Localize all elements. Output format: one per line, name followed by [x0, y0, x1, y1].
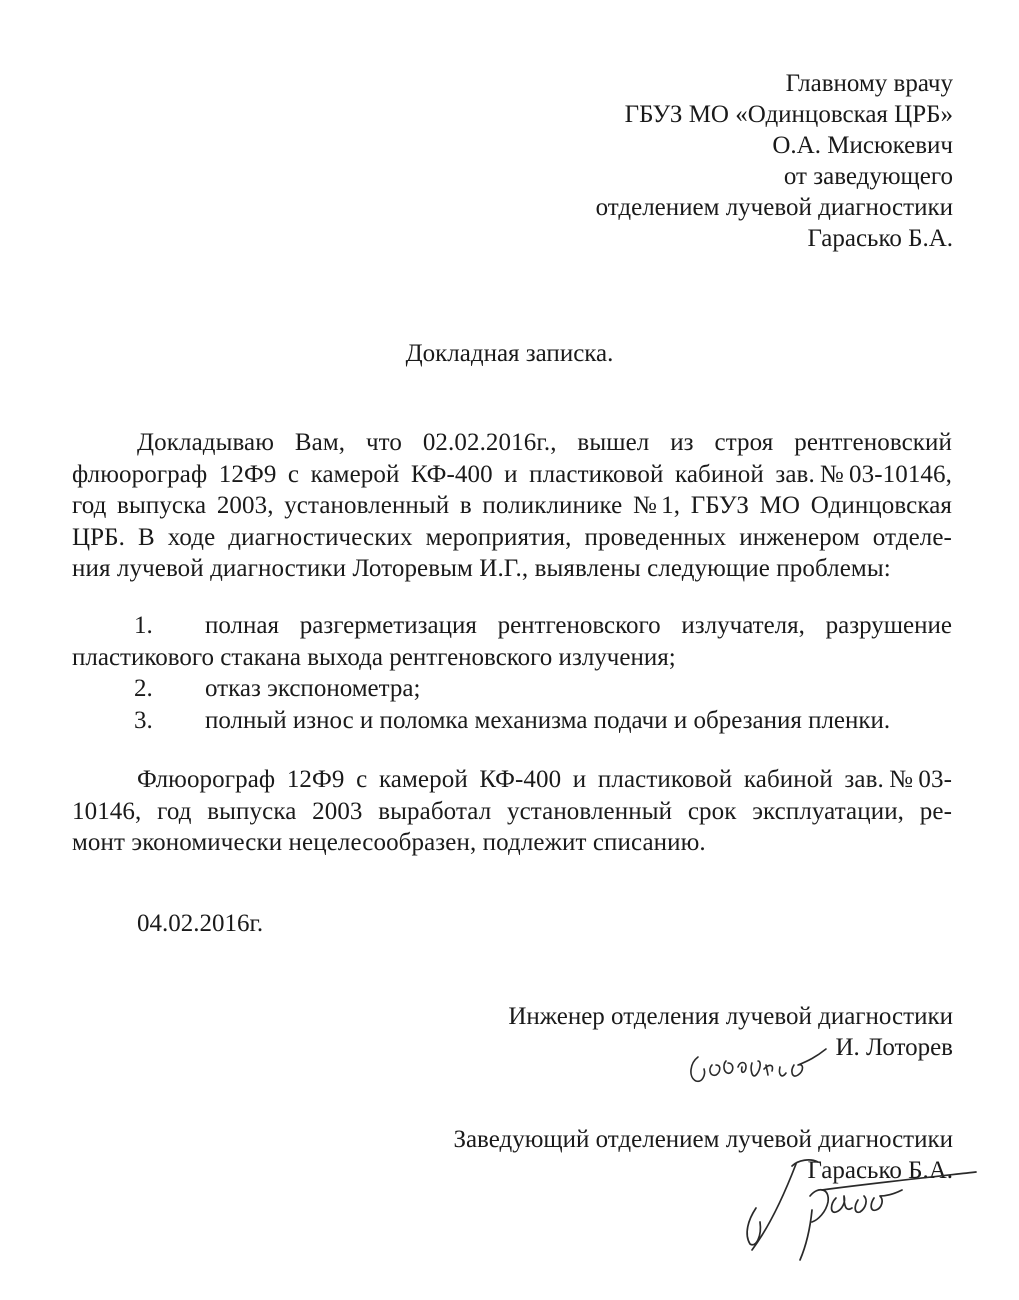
list-item-number: 1. — [134, 612, 153, 639]
list-item-continuation: пластикового стакана выхода рентгеновского излучения; — [72, 643, 676, 671]
paragraph-line: монт экономически нецелесообразен, подлежит списанию. — [72, 829, 706, 856]
addressee-block — [596, 68, 953, 254]
addressee-line: от заведующего — [783, 163, 953, 190]
list-item — [72, 705, 952, 737]
addressee-line: Главному врачу — [785, 70, 953, 97]
engineer-signature — [676, 1035, 856, 1095]
paragraph-line: год выпуска 2003, установленный в поликлинике №1, ГБУЗ МО Одинцовская — [72, 492, 952, 519]
paragraph-line: ЦРБ. В ходе диагностических мероприятия, проведенных инженером отделе- — [72, 523, 952, 551]
engineer-role: Инженер отделения лучевой диагностики — [508, 1003, 953, 1030]
list-item-text: полная разгерметизация рентгеновского излучателя, разрушение — [205, 612, 952, 639]
paragraph-line: флюорограф 12Ф9 с камерой КФ-400 и пластиковой кабиной зав.№03-10146, — [72, 460, 952, 488]
head-role: Заведующий отделением лучевой диагностики — [453, 1126, 953, 1153]
engineer-name: И. Лоторев — [835, 1034, 953, 1061]
list-item-number: 3. — [134, 706, 153, 734]
list-item — [72, 673, 952, 705]
paragraph-line: 10146, год выпуска 2003 выработал установленный срок эксплуатации, ре- — [72, 797, 952, 825]
addressee-line: О.А. Мисюкевич — [772, 132, 953, 159]
paragraph-conclusion — [72, 764, 952, 859]
head-signature — [726, 1150, 986, 1270]
list-item-text: полный износ и поломка механизма подачи и обрезания пленки. — [205, 706, 891, 734]
addressee-line: Гарасько Б.А. — [807, 225, 953, 252]
list-item-number: 2. — [134, 675, 153, 702]
addressee-line: ГБУЗ МО «Одинцовская ЦРБ» — [624, 101, 953, 128]
list-item-text: отказ экспонометра; — [205, 675, 421, 702]
document-title: Докладная записка. — [405, 340, 614, 367]
paragraph-line: Докладываю Вам, что 02.02.2016г., вышел из строя рентгеновский — [137, 429, 952, 456]
head-name: Гарасько Б.А. — [807, 1157, 953, 1184]
paragraph-line: ния лучевой диагностики Лоторевым И.Г., выявлены следующие проблемы: — [72, 555, 891, 582]
paragraph-report — [72, 427, 952, 585]
problems-list — [72, 610, 952, 736]
paragraph-line: Флюорограф 12Ф9 с камерой КФ-400 и пластиковой кабиной зав.№03- — [137, 766, 952, 793]
list-item — [72, 610, 952, 673]
addressee-line: отделением лучевой диагностики — [595, 194, 953, 221]
document-date: 04.02.2016г. — [137, 910, 264, 937]
